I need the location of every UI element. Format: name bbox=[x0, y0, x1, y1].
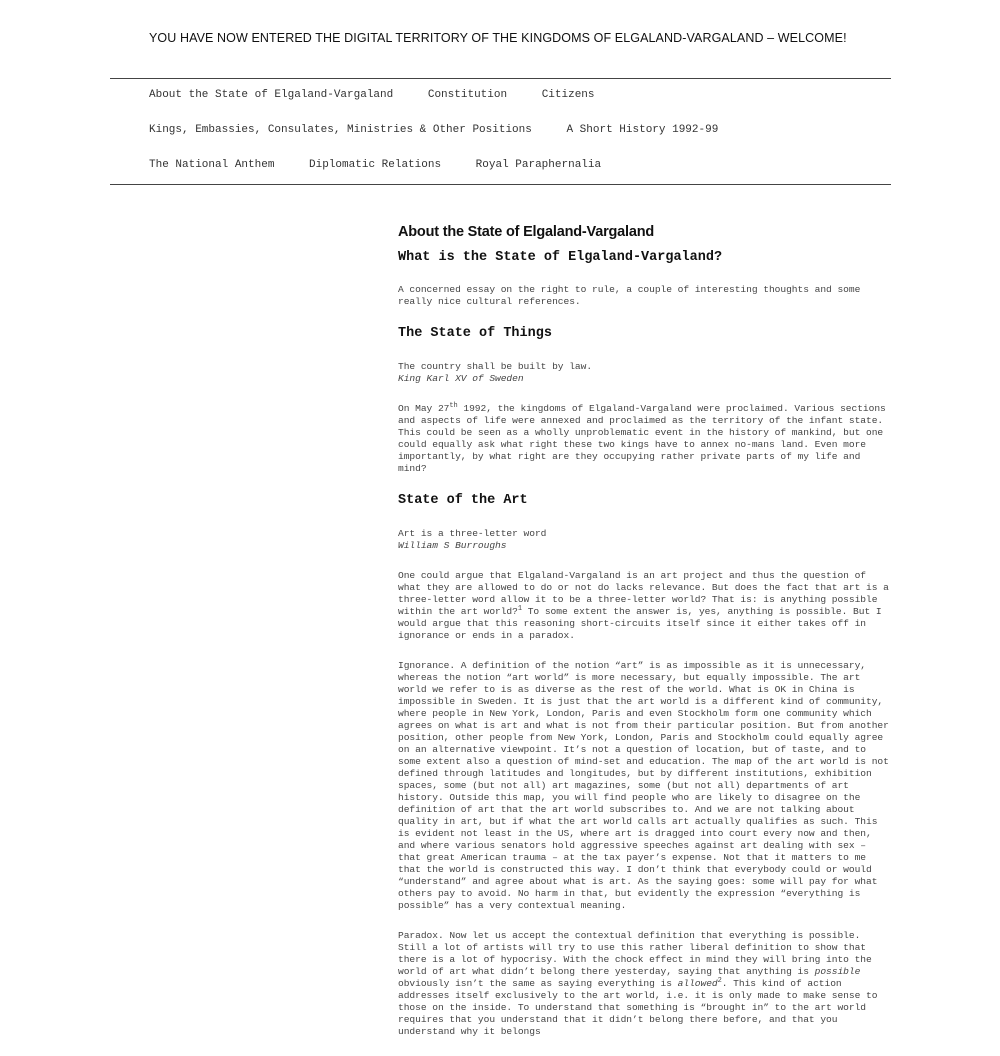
section-heading-state-of-things: The State of Things bbox=[398, 326, 552, 341]
article-intro: A concerned essay on the right to rule, a couple of interesting thoughts and some really nice cultural references. bbox=[398, 284, 861, 307]
nav-row-3 bbox=[149, 159, 889, 194]
quote-author bbox=[398, 540, 890, 552]
nav-row-1 bbox=[149, 89, 889, 124]
quote-text: Art is a three-letter word bbox=[398, 528, 547, 539]
text-run: 1992, the kingdoms of Elgaland-Vargaland were proclaimed. Various sections and aspects of life were annexed and proclaimed as the territory of the infant state. This could be seen as a wholly unproblematic event in the history of mankind, but one could equally ask what right these two kings have to annex no-mans land. Even more importantly, by what right are they occupying rather private parts of my life and mind? bbox=[398, 403, 886, 474]
quote-author-name: King Karl XV of Sweden bbox=[398, 373, 524, 384]
footnote-ref-2[interactable]: 2 bbox=[717, 976, 722, 985]
main-navigation bbox=[149, 89, 889, 194]
welcome-banner: YOU HAVE NOW ENTERED THE DIGITAL TERRITORY OF THE KINGDOMS OF ELGALAND-VARGALAND – WELCOME! bbox=[149, 31, 847, 45]
text-run: One could argue that Elgaland-Vargaland is an art project and thus the question of what they are allowed to do or not do lacks relevance. But does the fact that art is a three-letter word allow it to be a three-letter world? That is: is anything possible within the art world? bbox=[398, 570, 889, 617]
paragraph bbox=[398, 570, 890, 642]
nav-link-citizens[interactable]: Citizens bbox=[541, 89, 595, 101]
superscript: th bbox=[449, 401, 458, 410]
nav-link-diplomatic-relations[interactable]: Diplomatic Relations bbox=[309, 159, 442, 171]
nav-link-national-anthem[interactable]: The National Anthem bbox=[149, 159, 275, 171]
quote-block bbox=[398, 528, 890, 552]
quote-author bbox=[398, 373, 890, 385]
quote-text: The country shall be built by law. bbox=[398, 361, 593, 372]
nav-link-royal-paraphernalia[interactable]: Royal Paraphernalia bbox=[475, 159, 602, 171]
paragraph bbox=[398, 403, 890, 475]
text-run: On May 27 bbox=[398, 403, 450, 414]
text-run: To some extent the answer is, yes, anything is possible. But I would argue that this reasoning short-circuits itself since it either takes off in ignorance or ends in a paradox. bbox=[398, 606, 882, 641]
nav-bottom-divider bbox=[110, 184, 891, 185]
nav-link-constitution[interactable]: Constitution bbox=[427, 89, 508, 101]
nav-top-divider bbox=[110, 78, 891, 79]
text-run: obviously isn’t the same as saying everything is bbox=[398, 978, 678, 989]
emphasis: possible bbox=[814, 966, 861, 977]
quote-author-name: William S Burroughs bbox=[398, 540, 507, 551]
nav-link-kings-embassies[interactable]: Kings, Embassies, Consulates, Ministries & Other Positions bbox=[149, 124, 532, 136]
section-heading-state-of-the-art: State of the Art bbox=[398, 493, 528, 508]
article-subtitle: What is the State of Elgaland-Vargaland? bbox=[398, 250, 723, 265]
nav-link-about[interactable]: About the State of Elgaland-Vargaland bbox=[149, 89, 394, 101]
emphasis: allowed bbox=[677, 978, 718, 989]
paragraph: Ignorance. A definition of the notion “art” is as impossible as it is unnecessary, whereas the notion “art world” is more necessary, but equally impossible. The art world we refer to is as diverse as the rest of the world. What is OK in China is impossible in Sweden. It is just that the art world is a different kind of community, where people in New York, London, Paris and even Stockholm form one community which agrees on what is art and what is not from their particular position. But from another position, other people from New York, London, Paris and Stockholm could equally agree on an alternative viewpoint. It’s not a question of location, but of taste, and to some extent also a question of mind-set and education. The map of the art world is not defined through latitudes and longitudes, but by different institutions, exhibition spaces, some (but not all) art magazines, some (but not all) departments of art history. Outside this map, you will find people who are likely to disagree on the definition of art that the art world subscribes to. And we are not talking about quality in art, but if what the art world calls art actually qualifies as such. This is evident not least in the US, where art is dragged into court every now and then, and where various senators hold aggressive speeches against art dealing with sex – that great American trauma – at the tax payer’s expense. Not that it matters to me that the world is constructed this way. I don’t think that everybody could or would “understand” and agree about what is art. As the saying goes: some will pay for what others pay to avoid. No harm in that, but evidently the expression “everything is possible” has a very contextual meaning. bbox=[398, 660, 889, 911]
paragraph bbox=[398, 930, 890, 1038]
text-run: Paradox. Now let us accept the contextual definition that everything is possible. Still a lot of artists will try to use this rather liberal definition to show that there is a lot of hypocrisy. With the chock effect in mind they will bring into the world of art what didn’t belong there yesterday, saying that anything is bbox=[398, 930, 872, 977]
page-title: About the State of Elgaland-Vargaland bbox=[398, 224, 655, 240]
article-content bbox=[398, 224, 890, 1056]
text-run: . This kind of action addresses itself exclusively to the art world, i.e. it is only made to make sense to those on the inside. To understand that something is “brought in” to the art world requires that you understand that it didn’t belong there before, and that you understand why it belongs bbox=[398, 978, 878, 1037]
nav-row-2 bbox=[149, 124, 889, 159]
quote-block bbox=[398, 361, 890, 385]
footnote-ref-1[interactable]: 1 bbox=[517, 604, 523, 613]
nav-link-short-history[interactable]: A Short History 1992-99 bbox=[566, 124, 719, 136]
